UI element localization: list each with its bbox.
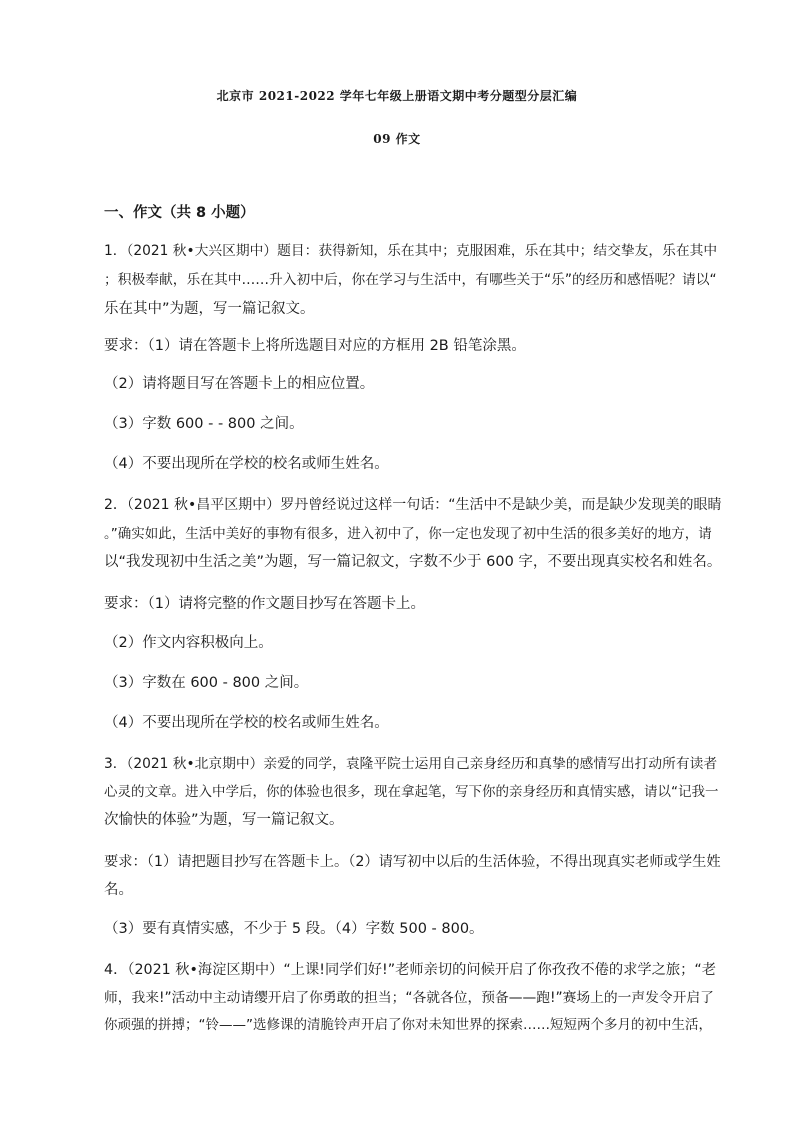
requirement-line: 名。 <box>104 882 133 898</box>
question-4-line: 4．（2021 秋•海淀区期中）“上课!同学们好!”老师亲切的问候开启了你孜孜不倦的求学之旅；“老 <box>104 962 716 978</box>
question-4-line: 师，我来!”活动中主动请缨开启了你勇敢的担当；“各就各位，预备——跑!”赛场上的一声发令开启了 <box>104 990 714 1006</box>
requirement-line: （3）字数在 600 - 800 之间。 <box>104 675 309 691</box>
requirement-line: （2）请将题目写在答题卡上的相应位置。 <box>104 376 375 392</box>
question-3-line: 3．（2021 秋•北京期中）亲爱的同学，袁隆平院士运用自己亲身经历和真挚的感情写出打动所有读者 <box>104 756 718 772</box>
section-heading: 一、作文（共 8 小题） <box>104 205 255 221</box>
requirement-line: 要求：（1）请将完整的作文题目抄写在答题卡上。 <box>104 596 425 612</box>
requirement-line: 要求：（1）请把题目抄写在答题卡上。（2）请写初中以后的生活体验，不得出现真实老师或学生姓 <box>104 854 721 870</box>
document-subtitle: 09 作文 <box>373 132 421 146</box>
question-1-line: 乐在其中”为题，写一篇记叙文。 <box>104 301 315 317</box>
requirement-line: （3）要有真情实感，不少于 5 段。（4）字数 500 - 800。 <box>104 921 484 937</box>
question-4-line: 你顽强的拼搏；“铃——”选修课的清脆铃声开启了你对未知世界的探索……短短两个多月的初中生活， <box>104 1017 712 1033</box>
question-2-line: 。”确实如此，生活中美好的事物有很多，进入初中了，你一定也发现了初中生活的很多美好的地方，请 <box>104 526 712 542</box>
question-2-line: 2．（2021 秋•昌平区期中）罗丹曾经说过这样一句话：“生活中不是缺少美，而是缺少发现美的眼睛 <box>104 497 722 513</box>
question-1-line: ；积极奉献，乐在其中……升入初中后，你在学习与生活中，有哪些关于“乐”的经历和感悟呢？请以“ <box>104 272 717 288</box>
requirement-line: （4）不要出现所在学校的校名或师生姓名。 <box>104 715 389 731</box>
question-2-line: 以“我发现初中生活之美”为题，写一篇记叙文，字数不少于 600 字，不要出现真实校名和姓名。 <box>104 554 722 570</box>
document-title: 北京市 2021-2022 学年七年级上册语文期中考分题型分层汇编 <box>216 89 578 103</box>
question-1-line: 1．（2021 秋•大兴区期中）题目：获得新知，乐在其中；克服困难，乐在其中；结交挚友，乐在其中 <box>104 243 718 259</box>
requirement-line: （3）字数 600 - - 800 之间。 <box>104 416 304 432</box>
question-3-line: 心灵的文章。进入中学后，你的体验也很多，现在拿起笔，写下你的亲身经历和真情实感，请以“记我一 <box>104 784 719 800</box>
requirement-line: （2）作文内容积极向上。 <box>104 635 273 651</box>
requirement-line: 要求：（1）请在答题卡上将所选题目对应的方框用 2B 铅笔涂黑。 <box>104 338 526 354</box>
requirement-line: （4）不要出现所在学校的校名或师生姓名。 <box>104 456 389 472</box>
question-3-line: 次愉快的体验”为题，写一篇记叙文。 <box>104 812 344 828</box>
